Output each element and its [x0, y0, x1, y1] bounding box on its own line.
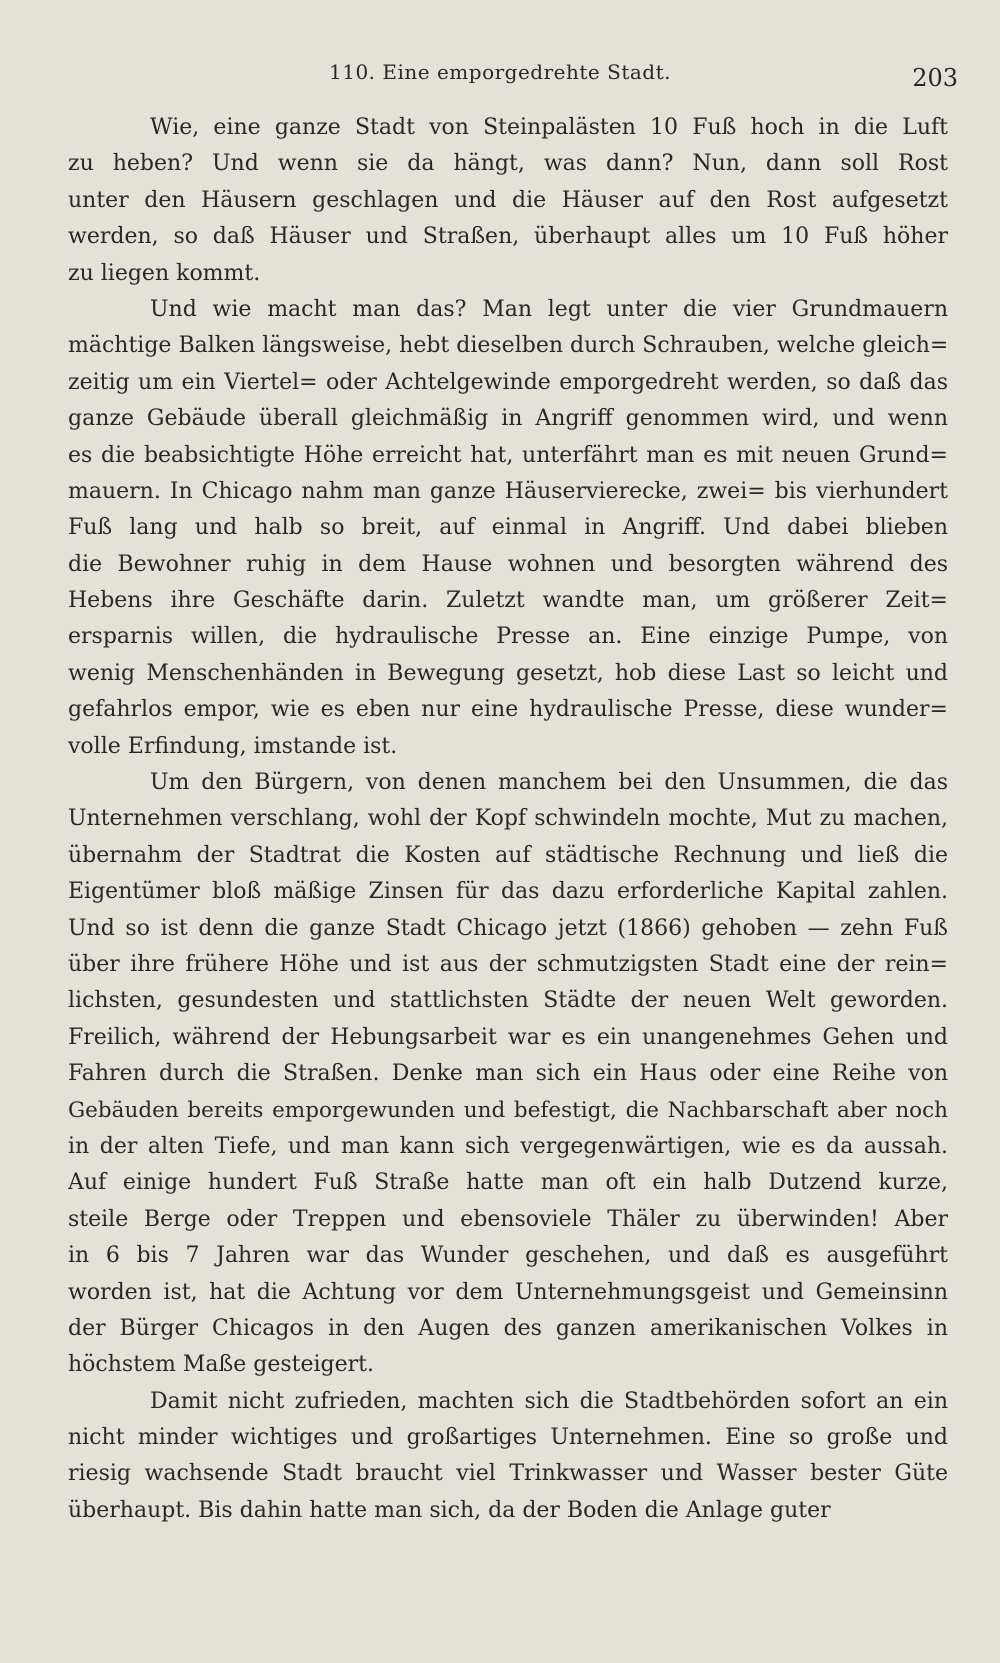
running-title: 110. Eine emporgedrehte Stadt.: [329, 60, 671, 84]
text-line: Fahren durch die Straßen. Denke man sich ein Haus oder eine Reihe von: [68, 1061, 948, 1087]
page-header: [0, 54, 1000, 94]
text-line: nicht minder wichtiges und großartiges Unternehmen. Eine so große und: [68, 1425, 948, 1451]
page-number: 203: [912, 64, 958, 92]
text-line: lichsten, gesundesten und stattlichsten Städte der neuen Welt geworden.: [68, 988, 948, 1014]
text-line: zeitig um ein Viertel= oder Achtelgewinde emporgedreht werden, so daß das: [68, 369, 948, 395]
text-line: volle Erfindung, imstande ist.: [68, 733, 398, 759]
text-line: ersparnis willen, die hydraulische Presse an. Eine einzige Pumpe, von: [68, 624, 948, 650]
text-line: übernahm der Stadtrat die Kosten auf städtische Rechnung und ließ die: [68, 842, 948, 868]
text-line: riesig wachsende Stadt braucht viel Trinkwasser und Wasser bester Güte: [68, 1461, 948, 1487]
paragraph: [68, 292, 948, 765]
text-line: Wie, eine ganze Stadt von Steinpalästen 10 Fuß hoch in die Luft: [150, 115, 948, 140]
paragraph: [68, 765, 948, 1384]
text-line: Fuß lang und halb so breit, auf einmal in Angriff. Und dabei blieben: [68, 515, 948, 541]
text-line: Unternehmen verschlang, wohl der Kopf schwindeln mochte, Mut zu machen,: [68, 806, 948, 832]
text-line: ganze Gebäude überall gleichmäßig in Angriff genommen wird, und wenn: [68, 406, 948, 432]
text-line: Eigentümer bloß mäßige Zinsen für das dazu erforderliche Kapital zahlen.: [68, 879, 948, 905]
body-text: [68, 110, 948, 1529]
text-line: unter den Häusern geschlagen und die Häuser auf den Rost aufgesetzt: [68, 187, 948, 213]
text-line: steile Berge oder Treppen und ebensoviele Thäler zu überwinden! Aber: [68, 1206, 948, 1232]
text-line: die Bewohner ruhig in dem Hause wohnen und besorgten während des: [68, 551, 948, 577]
text-line: Um den Bürgern, von denen manchem bei den Unsummen, die das: [150, 770, 948, 796]
text-line: Auf einige hundert Fuß Straße hatte man oft ein halb Dutzend kurze,: [68, 1170, 948, 1196]
text-line: Damit nicht zufrieden, machten sich die Stadtbehörden sofort an ein: [150, 1388, 948, 1414]
text-line: wenig Menschenhänden in Bewegung gesetzt, hob diese Last so leicht und: [68, 660, 948, 686]
text-line: gefahrlos empor, wie es eben nur eine hydraulische Presse, diese wunder=: [68, 697, 948, 723]
text-line: überhaupt. Bis dahin hatte man sich, da der Boden die Anlage guter: [68, 1497, 831, 1523]
text-line: worden ist, hat die Achtung vor dem Unternehmungsgeist und Gemeinsinn: [68, 1279, 948, 1305]
text-line: über ihre frühere Höhe und ist aus der schmutzigsten Stadt eine der rein=: [68, 951, 948, 977]
text-line: mauern. In Chicago nahm man ganze Häuservierecke, zwei= bis vierhundert: [68, 478, 948, 504]
text-line: höchstem Maße gesteigert.: [68, 1352, 375, 1378]
text-line: Und wie macht man das? Man legt unter die vier Grundmauern: [150, 296, 948, 322]
text-line: Und so ist denn die ganze Stadt Chicago jetzt (1866) gehoben — zehn Fuß: [68, 915, 948, 941]
text-line: zu liegen kommt.: [68, 260, 261, 286]
text-line: in der alten Tiefe, und man kann sich vergegenwärtigen, wie es da aussah.: [68, 1133, 948, 1159]
text-line: mächtige Balken längsweise, hebt dieselben durch Schrauben, welche gleich=: [68, 333, 948, 359]
paragraph: [68, 1384, 948, 1530]
paragraph: [68, 110, 948, 292]
text-line: in 6 bis 7 Jahren war das Wunder geschehen, und daß es ausgeführt: [68, 1243, 948, 1269]
text-line: es die beabsichtigte Höhe erreicht hat, unterfährt man es mit neuen Grund=: [68, 442, 948, 468]
text-line: zu heben? Und wenn sie da hängt, was dann? Nun, dann soll Rost: [68, 151, 948, 177]
text-line: Freilich, während der Hebungsarbeit war es ein unangenehmes Gehen und: [68, 1024, 948, 1050]
text-line: der Bürger Chicagos in den Augen des ganzen amerikanischen Volkes in: [68, 1315, 948, 1341]
text-line: Gebäuden bereits emporgewunden und befestigt, die Nachbarschaft aber noch: [68, 1097, 948, 1123]
text-line: Hebens ihre Geschäfte darin. Zuletzt wandte man, um größerer Zeit=: [68, 588, 948, 614]
text-line: werden, so daß Häuser und Straßen, überhaupt alles um 10 Fuß höher: [68, 224, 948, 250]
